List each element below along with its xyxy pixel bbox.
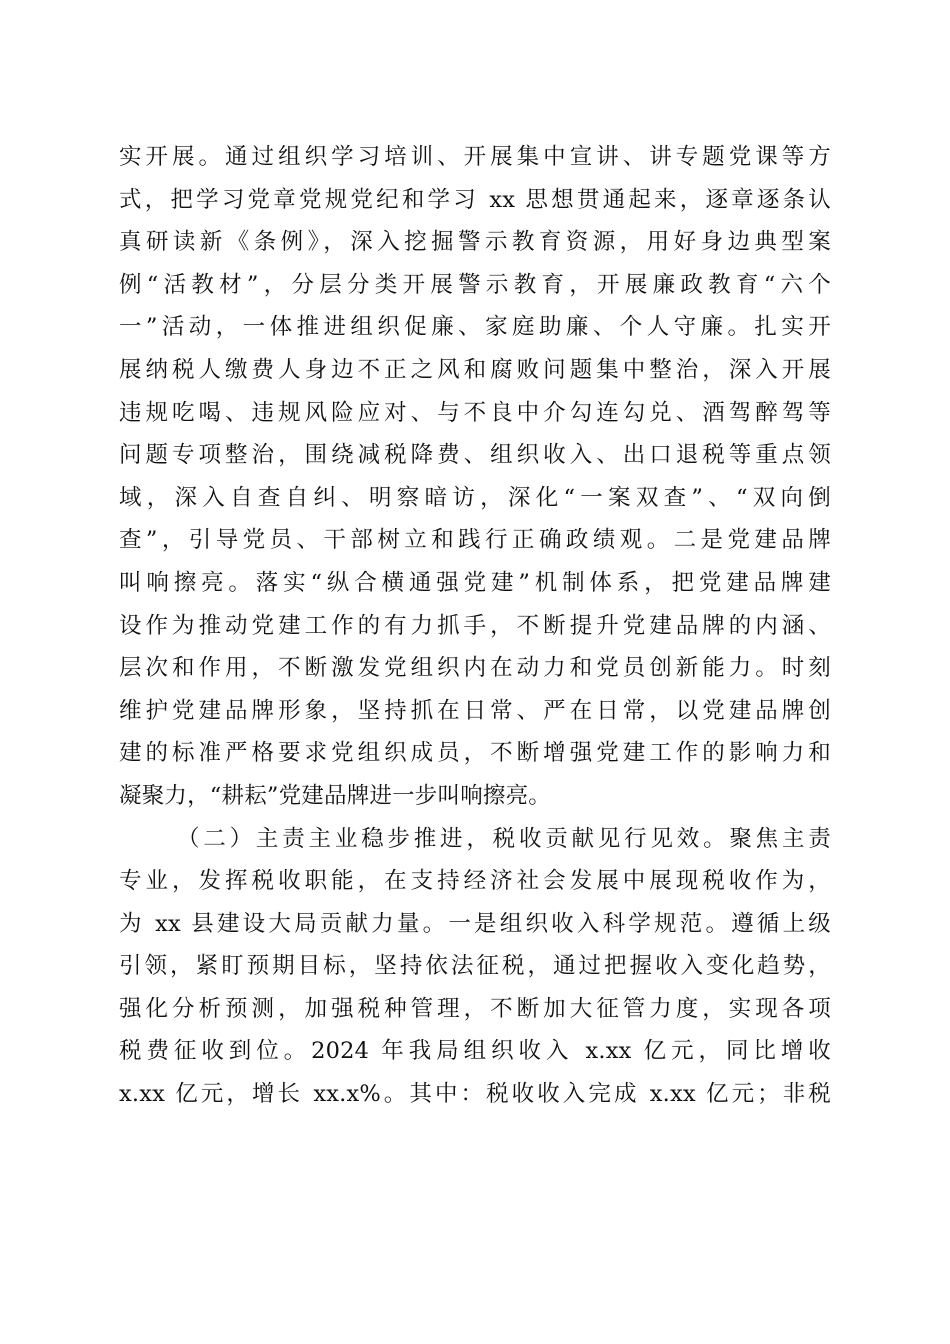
section-heading-line: （二）主责主业稳步推进，税收贡献见行见效。聚焦主责 (177, 825, 831, 852)
text-line: 凝聚力，“耕耘”党建品牌进一步叫响擦亮。 (119, 782, 552, 809)
body-text (119, 136, 831, 1116)
text-line: 问题专项整治，围绕减税降费、组织收入、出口退税等重点领 (119, 442, 831, 469)
text-line: 引领，紧盯预期目标，坚持依法征税，通过把握收入变化趋势， (119, 953, 831, 980)
text-line: 维护党建品牌形象，坚持抓在日常、严在日常，以党建品牌创 (119, 697, 831, 724)
text-line: 专业，发挥税收职能，在支持经济社会发展中展现税收作为， (119, 868, 831, 895)
text-line: x.xx 亿元，增长 xx.x%。其中：税收收入完成 x.xx 亿元；非税 (119, 1081, 831, 1108)
text-line: 叫响擦亮。落实“纵合横通强党建”机制体系，把党建品牌建 (119, 569, 831, 596)
text-line: 真研读新《条例》，深入挖掘警示教育资源，用好身边典型案 (119, 229, 831, 256)
text-line: 例“活教材”，分层分类开展警示教育，开展廉政教育“六个 (119, 271, 831, 298)
text-line: 为 xx 县建设大局贡献力量。一是组织收入科学规范。遵循上级 (119, 910, 831, 937)
text-line: 查”，引导党员、干部树立和践行正确政绩观。二是党建品牌 (119, 527, 831, 554)
text-line: 一”活动，一体推进组织促廉、家庭助廉、个人守廉。扎实开 (119, 314, 831, 341)
text-line: 展纳税人缴费人身边不正之风和腐败问题集中整治，深入开展 (119, 356, 831, 383)
text-line: 域，深入自查自纠、明察暗访，深化“一案双查”、“双向倒 (119, 484, 831, 511)
text-line: 式，把学习党章党规党纪和学习 xx 思想贯通起来，逐章逐条认 (119, 186, 831, 213)
text-line: 层次和作用，不断激发党组织内在动力和党员创新能力。时刻 (119, 655, 831, 682)
text-line: 实开展。通过组织学习培训、开展集中宣讲、讲专题党课等方 (119, 144, 831, 170)
text-line: 违规吃喝、违规风险应对、与不良中介勾连勾兑、酒驾醉驾等 (119, 399, 831, 426)
text-line: 建的标准严格要求党组织成员，不断增强党建工作的影响力和 (119, 740, 831, 767)
text-line: 强化分析预测，加强税种管理，不断加大征管力度，实现各项 (119, 995, 831, 1022)
text-line: 设作为推动党建工作的有力抓手，不断提升党建品牌的内涵、 (119, 612, 831, 639)
text-line: 税费征收到位。2024 年我局组织收入 x.xx 亿元，同比增收 (119, 1038, 831, 1065)
